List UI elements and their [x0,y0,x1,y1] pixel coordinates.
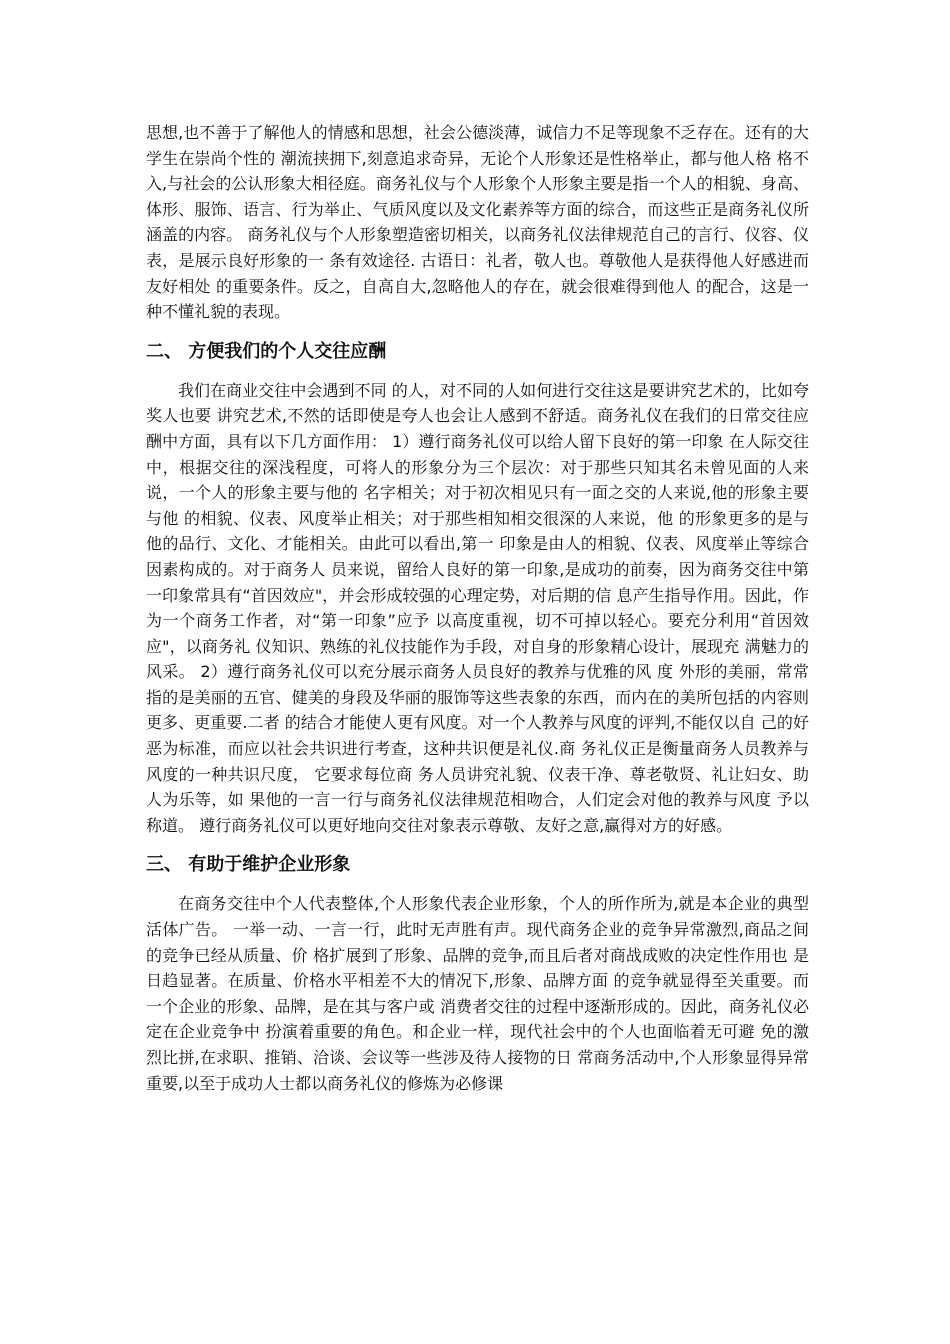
document-page [146,120,809,1096]
paragraph-personal-image: 思想,也不善于了解他人的情感和思想，社会公德淡薄，诚信力不足等现象不乏存在。还有的大学生在崇尚个性的 潮流挟拥下,刻意追求奇异，无论个人形象还是性格举止，都与他人格 格不入,与社会的公认形象大相径庭。商务礼仪与个人形象个人形象主要是指一个人的相貌、身高、体形、服饰、语言、行为举止、气质风度以及文化素养等方面的综合，而这些正是商务礼仪所涵盖的内容。 商务礼仪与个人形象塑造密切相关，以商务礼仪法律规范自己的言行、仪容、仪表，是展示良好形象的一 条有效途径. 古语日：礼者，敬人也。尊敬他人是获得他人好感进而友好相处 的重要条件。反之，自高自大,忽略他人的存在，就会很难得到他人 的配合，这是一种不懂礼貌的表现。 [146,123,809,322]
paragraph-social-interaction: 我们在商业交往中会遇到不同 的人，对不同的人如何进行交往这是要讲究艺术的，比如夸奖人也要 讲究艺术,不然的话即使是夸人也会让人感到不舒适。商务礼仪在我们的日常交往应酬中方面，具有以下几方面作用： 1）遵行商务礼仪可以给人留下良好的第一印象 在人际交往中，根据交往的深浅程度，可将人的形象分为三个层次：对于那些只知其名未曾见面的人来说，一个人的形象主要与他的 名字相关；对于初次相见只有一面之交的人来说,他的形象主要与他 的相貌、仪表、风度举止相关；对于那些相知相交很深的人来说，他 的形象更多的是与他的品行、文化、才能相关。由此可以看出,第一 印象是由人的相貌、仪表、风度举止等综合因素构成的。对于商务人 员来说，留给人良好的第一印象,是成功的前奏，因为商务交往中第 一印象常具有“首因效应"，并会形成较强的心理定势，对后期的信 息产生指导作用。因此，作为一个商务工作者，对“第一印象”应予 以高度重视，切不可掉以轻心。要充分利用“首因效应"，以商务礼 仪知识、熟练的礼仪技能作为手段，对自身的形象精心设计，展现充 满魅力的风采。 2）遵行商务礼仪可以充分展示商务人员良好的教养与优雅的风 度 外形的美丽，常常指的是美丽的五官、健美的身段及华丽的服饰等这些表象的东西，而内在的美所包括的内容则更多、更重要.二者 的结合才能使人更有风度。对一个人教养与风度的评判,不能仅以自 己的好恶为标准，而应以社会共识进行考查，这种共识便是礼仪.商 务礼仪正是衡量商务人员教养与风度的一种共识尺度， 它要求每位商 务人员讲究礼貌、仪表干净、尊老敬贤、礼让妇女、助人为乐等，如 果他的一言一行与商务礼仪法律规范相吻合，人们定会对他的教养与风度 予以称道。 遵行商务礼仪可以更好地向交往对象表示尊敬、友好之意,赢得对方的好感。 [146,380,809,835]
paragraph-corporate-image: 在商务交往中个人代表整体,个人形象代表企业形象，个人的所作所为,就是本企业的典型活体广告。 一举一动、一言一行，此时无声胜有声。现代商务企业的竞争异常激烈,商品之间的竞争已经从质量、价 格扩展到了形象、品牌的竞争,而且后者对商战成败的决定性作用也 是日趋显著。在质量、价格水平相差不大的情况下,形象、品牌方面 的竞争就显得至关重要。而一个企业的形象、品牌，是在其与客户或 消费者交往的过程中逐渐形成的。因此，商务礼仪必定在企业竞争中 扮演着重要的角色。和企业一样，现代社会中的个人也面临着无可避 免的激烈比拼,在求职、推销、洽谈、会议等一些涉及待人接物的日 常商务活动中,个人形象显得异常重要,以至于成功人士都以商务礼仪的修炼为必修课 [146,894,809,1093]
section-heading-corporate-image: 三、 有助于维护企业形象 [146,854,351,876]
section-heading-social-interaction: 二、 方便我们的个人交往应酬 [146,340,387,362]
